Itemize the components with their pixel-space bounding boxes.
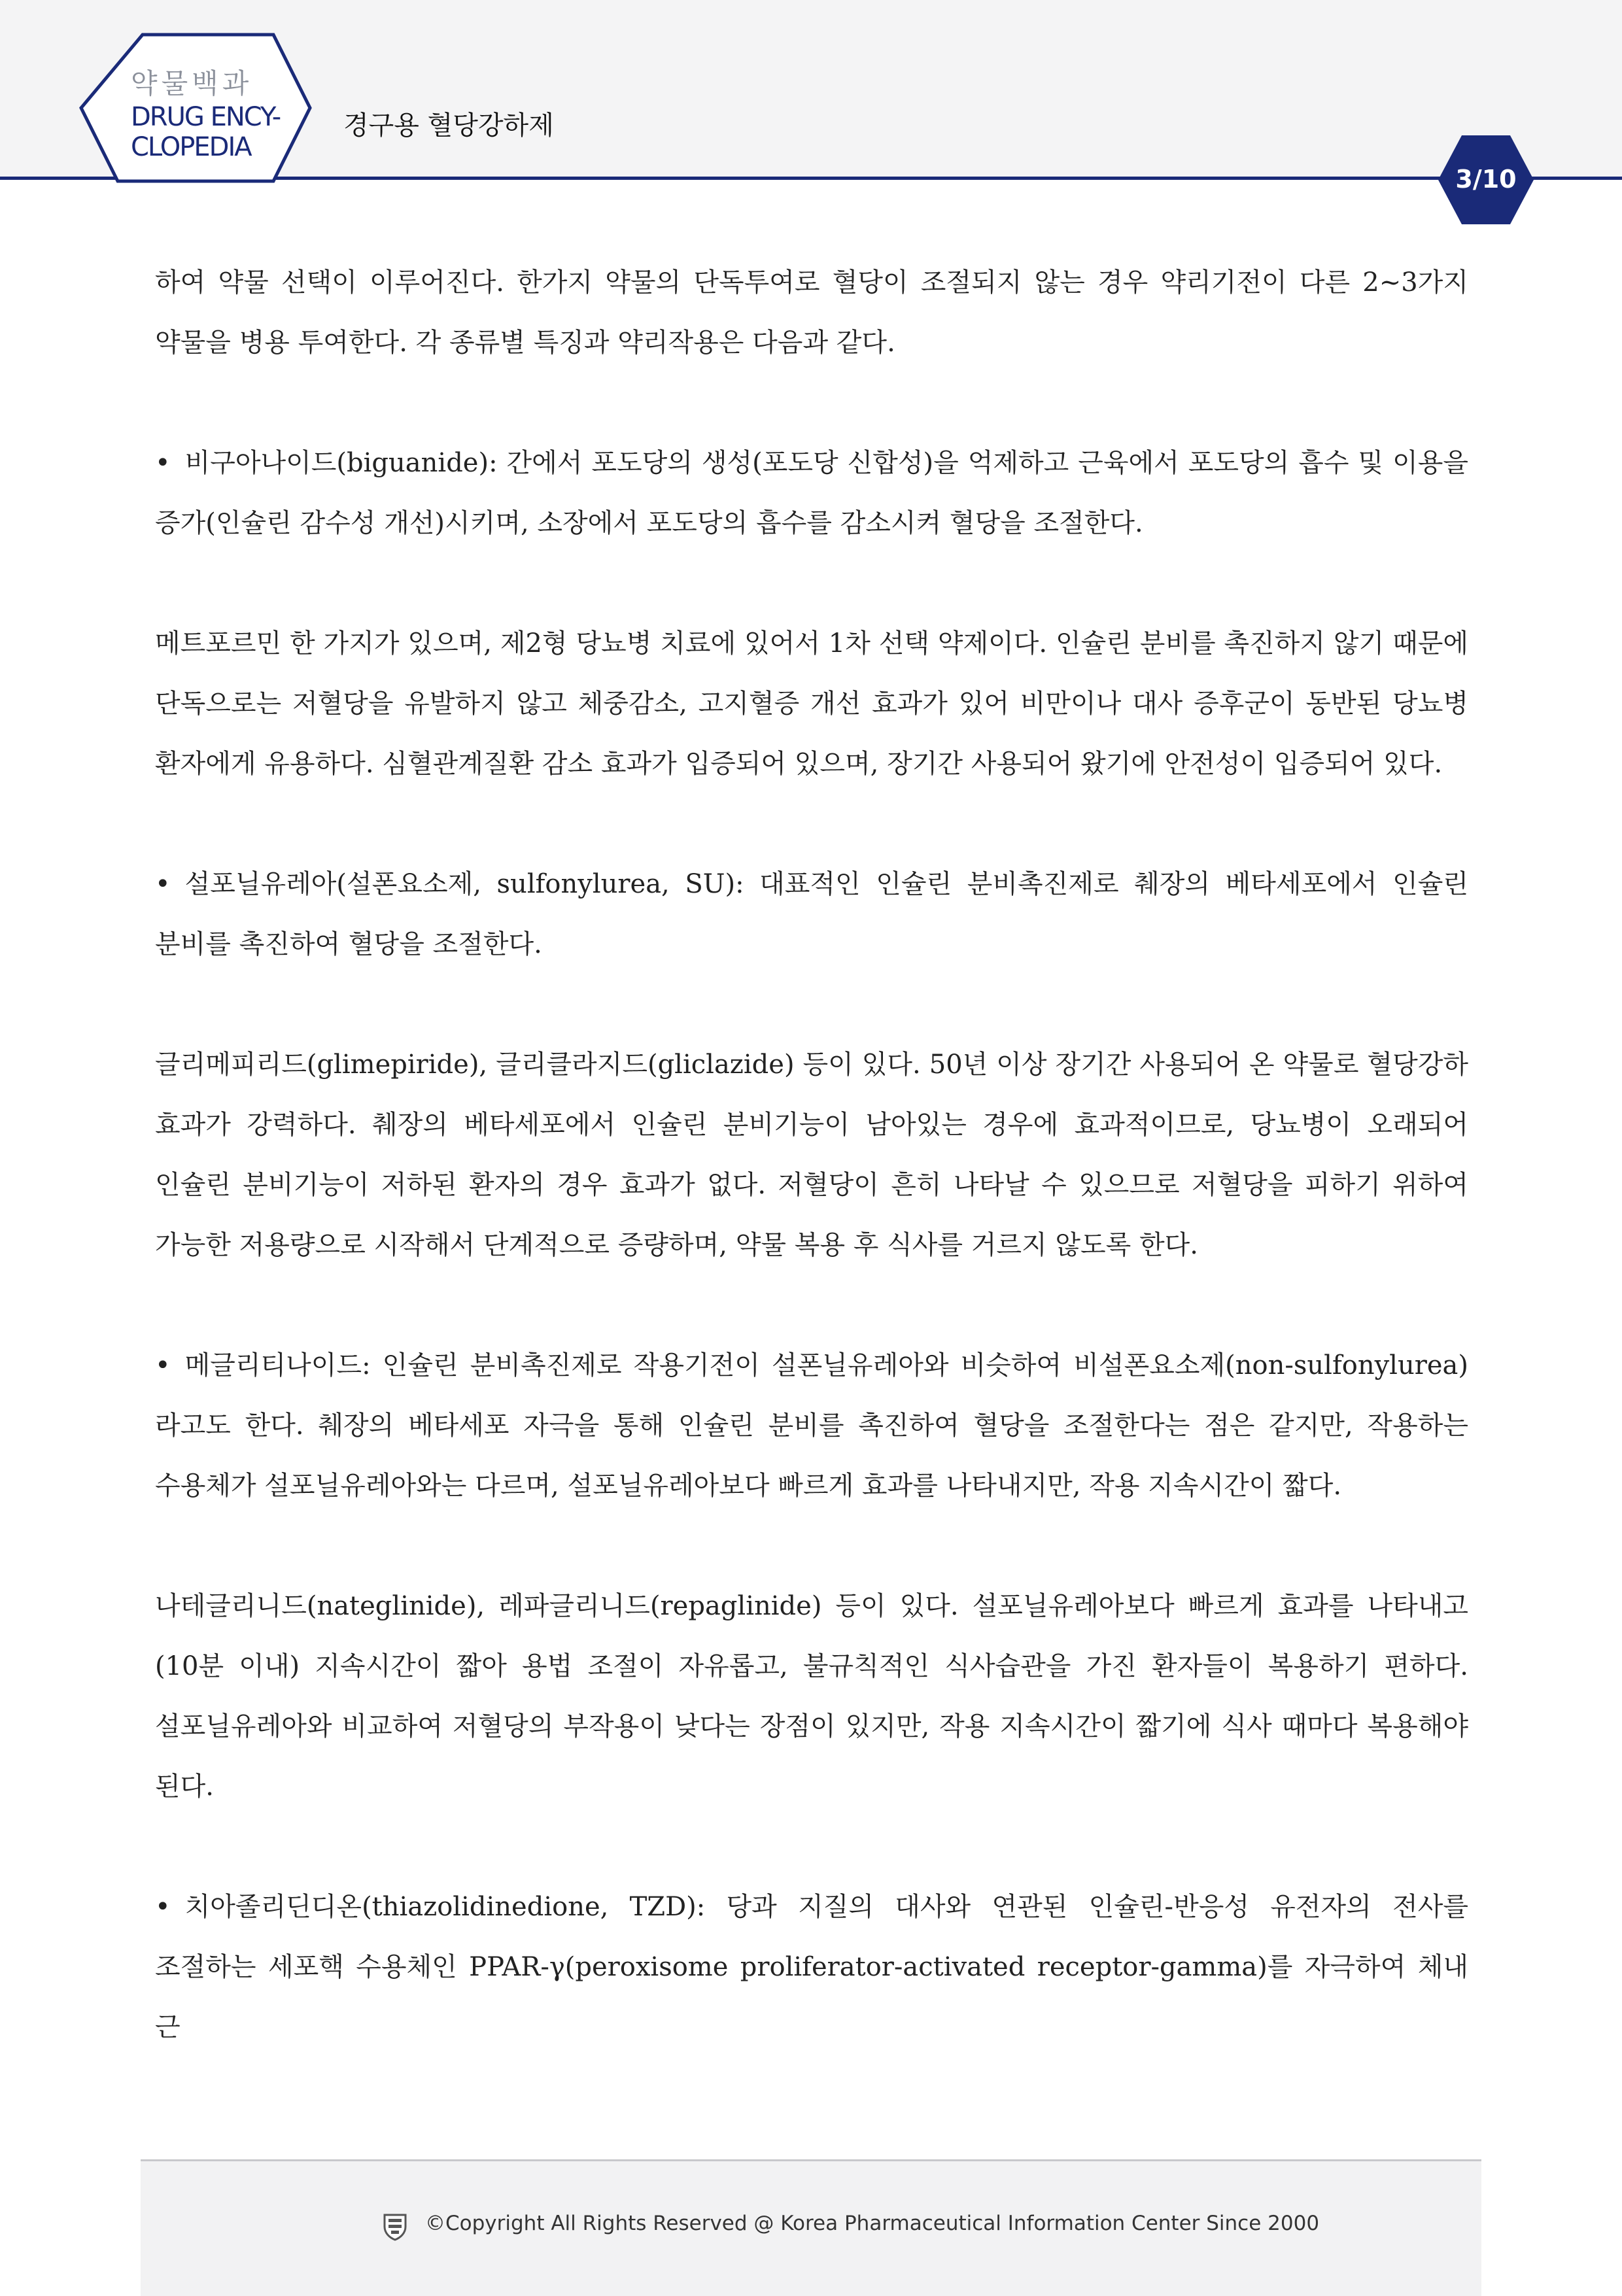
bullet-paragraph: • 설포닐유레아(설폰요소제, sulfonylurea, SU): 대표적인 인슐린 분비촉진제로 췌장의 베타세포에서 인슐린 분비를 촉진하여 혈당을 조절한다. — [155, 869, 1468, 959]
paragraph: 나테글리니드(nateglinide), 레파글리니드(repaglinide) 등이 있다. 설포닐유레아보다 빠르게 효과를 나타내고(10분 이내) 지속시간이 짧아 용법 조절이 자유롭고, 불규칙적인 식사습관을 가진 환자들이 복용하기 편하다. 설포닐유레아와 비교하여 저혈당의 부작용이 낮다는 장점이 있지만, 작용 지속시간이 짧기에 식사 때마다 복용해야 된다. — [155, 1591, 1468, 1802]
shield-crest-icon — [382, 2212, 408, 2241]
copyright-text: ©Copyright All Rights Reserved @ Korea Pharmaceutical Information Center Since 2000 — [425, 2212, 1320, 2235]
bullet-icon: • — [155, 448, 171, 478]
page-number: 3/10 — [1455, 165, 1517, 194]
bullet-icon: • — [155, 1892, 171, 1922]
logo-english-line2: CLOPEDIA — [131, 132, 251, 162]
bullet-paragraph: • 치아졸리딘디온(thiazolidinedione, TZD): 당과 지질의 대사와 연관된 인슐린-반응성 유전자의 전사를 조절하는 세포핵 수용체인 PPAR-γ(peroxisome proliferator-activated receptor-gamma)를 자극하여 체내 근 — [155, 1892, 1468, 2042]
document-title: 경구용 혈당강하제 — [343, 111, 554, 141]
logo — [131, 68, 288, 162]
logo-english-line1: DRUG ENCY- — [131, 102, 281, 132]
bullet-paragraph: • 메글리티나이드: 인슐린 분비촉진제로 작용기전이 설폰닐유레아와 비슷하여 비설폰요소제(non-sulfonylurea)라고도 한다. 췌장의 베타세포 자극을 통해 인슐린 분비를 촉진하여 혈당을 조절한다는 점은 같지만, 작용하는 수용체가 설포닐유레아와는 다르며, 설포닐유레아보다 빠르게 효과를 나타내지만, 작용 지속시간이 짧다. — [155, 1350, 1468, 1501]
logo-korean: 약물백과 — [131, 67, 253, 99]
bullet-icon: • — [155, 1350, 171, 1380]
document-body — [155, 252, 1468, 2117]
paragraph: 글리메피리드(glimepiride), 글리클라지드(gliclazide) 등이 있다. 50년 이상 장기간 사용되어 온 약물로 혈당강하 효과가 강력하다. 췌장의 베타세포에서 인슐린 분비기능이 남아있는 경우에 효과적이므로, 당뇨병이 오래되어 인슐린 분비기능이 저하된 환자의 경우 효과가 없다. 저혈당이 흔히 나타날 수 있으므로 저혈당을 피하기 위하여 가능한 저용량으로 시작해서 단계적으로 증량하며, 약물 복용 후 식사를 거르지 않도록 한다. — [155, 1050, 1468, 1260]
paragraph: 메트포르민 한 가지가 있으며, 제2형 당뇨병 치료에 있어서 1차 선택 약제이다. 인슐린 분비를 촉진하지 않기 때문에 단독으로는 저혈당을 유발하지 않고 체중감소, 고지혈증 개선 효과가 있어 비만이나 대사 증후군이 동반된 당뇨병 환자에게 유용하다. 심혈관계질환 감소 효과가 입증되어 있으며, 장기간 사용되어 왔기에 안전성이 입증되어 있다. — [155, 628, 1468, 779]
paragraph: 하여 약물 선택이 이루어진다. 한가지 약물의 단독투여로 혈당이 조절되지 않는 경우 약리기전이 다른 2~3가지 약물을 병용 투여한다. 각 종류별 특징과 약리작용은 다음과 같다. — [155, 267, 1468, 358]
bullet-icon: • — [155, 869, 171, 899]
bullet-paragraph: • 비구아나이드(biguanide): 간에서 포도당의 생성(포도당 신합성)을 억제하고 근육에서 포도당의 흡수 및 이용을 증가(인슐린 감수성 개선)시키며, 소장에서 포도당의 흡수를 감소시켜 혈당을 조절한다. — [155, 448, 1468, 538]
